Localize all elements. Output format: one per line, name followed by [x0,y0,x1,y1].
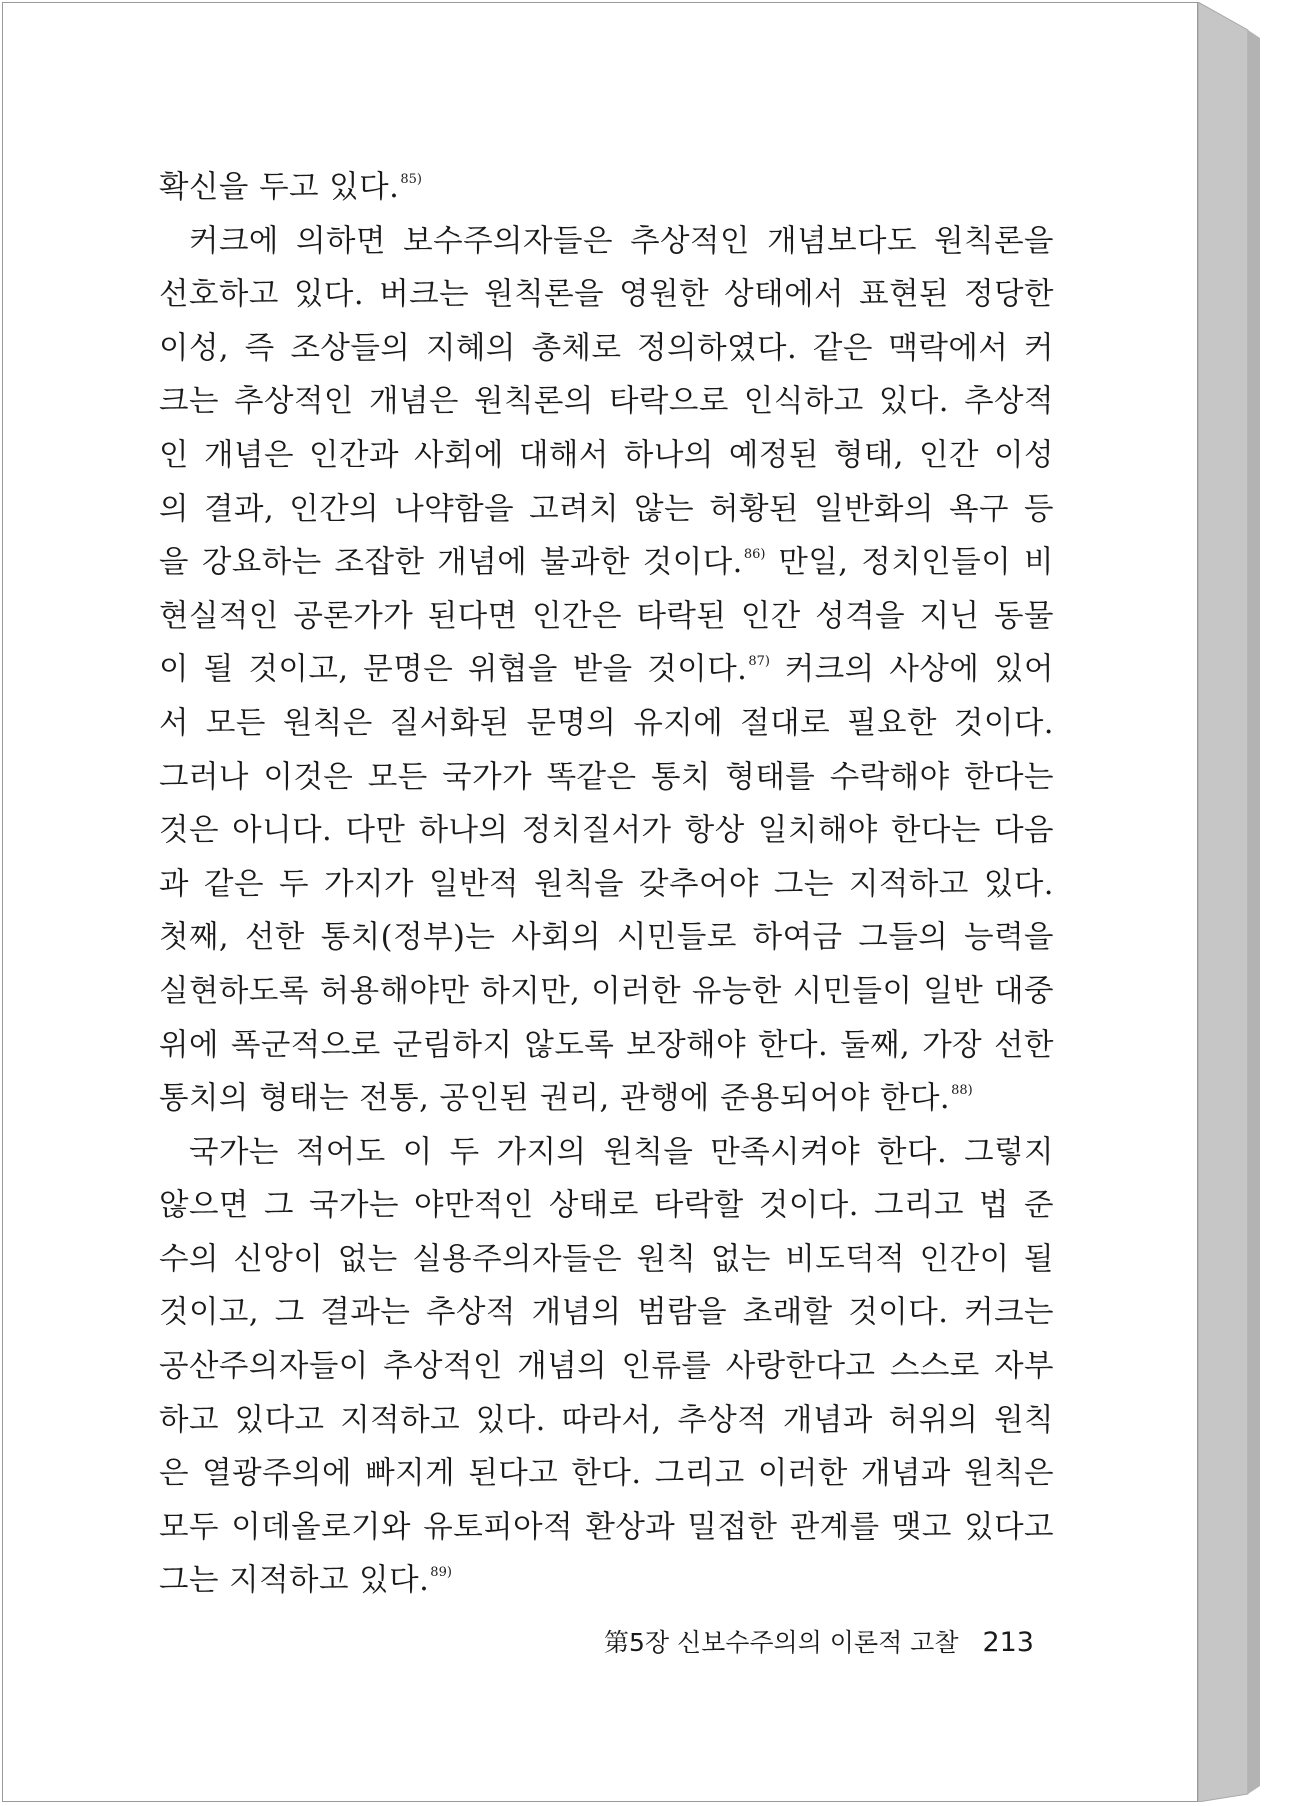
line-text: 그는 지적하고 있다. [159,1563,430,1599]
line-text: 것은 아니다. 다만 하나의 정치질서가 항상 일치해야 한다는 다음 [159,813,1054,849]
text-line [159,1286,1054,1340]
body-text [159,161,1054,1608]
line-text: 확신을 두고 있다. [159,170,400,205]
text-line [159,1394,1054,1448]
text-line [159,1447,1054,1501]
text-line [159,1340,1054,1394]
text-line [159,858,1054,912]
line-text: 선호하고 있다. 버크는 원칙론을 영원한 상태에서 표현된 정당한 [159,277,1054,313]
text-line [159,751,1054,805]
line-text: 공산주의자들이 추상적인 개념의 인류를 사랑한다고 스스로 자부 [159,1349,1054,1385]
text-line [159,697,1054,751]
line-text: 않으면 그 국가는 야만적인 상태로 타락할 것이다. 그리고 법 준 [159,1188,1054,1224]
line-text: 수의 신앙이 없는 실용주의자들은 원칙 없는 비도덕적 인간이 될 [159,1241,1054,1277]
text-line [159,1019,1054,1073]
line-text: 커크에 의하면 보수주의자들은 추상적인 개념보다도 원칙론을 [189,223,1054,259]
text-line [159,322,1054,376]
footnote-marker: 87) [748,654,770,670]
footnote-marker: 85) [400,172,422,187]
line-text: 을 강요하는 조잡한 개념에 불과한 것이다. [159,545,743,581]
book-edge-graphic [1198,2,1260,1802]
line-text: 이 될 것이고, 문명은 위협을 받을 것이다. [159,652,748,688]
line-text: 모두 이데올로기와 유토피아적 환상과 밀접한 관계를 맺고 있다고 [159,1509,1054,1545]
footnote-marker: 88) [951,1083,973,1099]
text-line [159,804,1054,858]
running-footer [159,1623,1034,1659]
text-line [159,1126,1054,1180]
line-text: 인 개념은 인간과 사회에 대해서 하나의 예정된 형태, 인간 이성 [159,437,1054,473]
book-page [2,2,1198,1802]
line-text: 실현하도록 허용해야만 하지만, 이러한 유능한 시민들이 일반 대중 [159,973,1054,1009]
line-text: 현실적인 공론가가 된다면 인간은 타락된 인간 성격을 지닌 동물 [159,598,1054,634]
text-line [159,1072,1054,1126]
text-line [159,536,1054,590]
text-line [159,911,1054,965]
text-line [159,483,1054,537]
text-line [159,161,1054,215]
line-text: 크는 추상적인 개념은 원칙론의 타락으로 인식하고 있다. 추상적 [159,384,1054,420]
text-line [159,590,1054,644]
line-text: 은 열광주의에 빠지게 된다고 한다. 그리고 이러한 개념과 원칙은 [159,1456,1054,1492]
text-line [159,1501,1054,1555]
line-text: 첫째, 선한 통치(정부)는 사회의 시민들로 하여금 그들의 능력을 [159,920,1054,956]
text-line [159,965,1054,1019]
text-line [159,643,1054,697]
text-line [159,215,1054,269]
text-line [159,268,1054,322]
line-text-continued: 만일, 정치인들이 비 [765,545,1055,581]
text-line [159,375,1054,429]
footnote-marker: 89) [430,1565,452,1581]
line-text: 위에 폭군적으로 군림하지 않도록 보장해야 한다. 둘째, 가장 선한 [159,1027,1054,1063]
line-text: 서 모든 원칙은 질서화된 문명의 유지에 절대로 필요한 것이다. [159,705,1054,741]
footnote-marker: 86) [743,547,766,563]
line-text-continued: 커크의 사상에 있어 [770,652,1054,688]
line-text: 것이고, 그 결과는 추상적 개념의 범람을 초래할 것이다. 커크는 [159,1295,1054,1331]
chapter-title: 第5장 신보수주의의 이론적 고찰 [603,1628,959,1657]
line-text: 그러나 이것은 모든 국가가 똑같은 통치 형태를 수락해야 한다는 [159,759,1054,795]
line-text: 의 결과, 인간의 나약함을 고려치 않는 허황된 일반화의 욕구 등 [159,491,1054,527]
line-text: 국가는 적어도 이 두 가지의 원칙을 만족시켜야 한다. 그렇지 [189,1134,1054,1170]
line-text: 하고 있다고 지적하고 있다. 따라서, 추상적 개념과 허위의 원칙 [159,1402,1054,1438]
text-line [159,429,1054,483]
line-text: 이성, 즉 조상들의 지혜의 총체로 정의하였다. 같은 맥락에서 커 [159,330,1054,366]
text-line [159,1233,1054,1287]
text-line [159,1554,1054,1608]
page-number: 213 [982,1627,1034,1658]
book-edge [1198,2,1260,1802]
line-text: 과 같은 두 가지가 일반적 원칙을 갖추어야 그는 지적하고 있다. [159,866,1054,902]
line-text: 통치의 형태는 전통, 공인된 권리, 관행에 준용되어야 한다. [159,1081,951,1117]
text-line [159,1179,1054,1233]
